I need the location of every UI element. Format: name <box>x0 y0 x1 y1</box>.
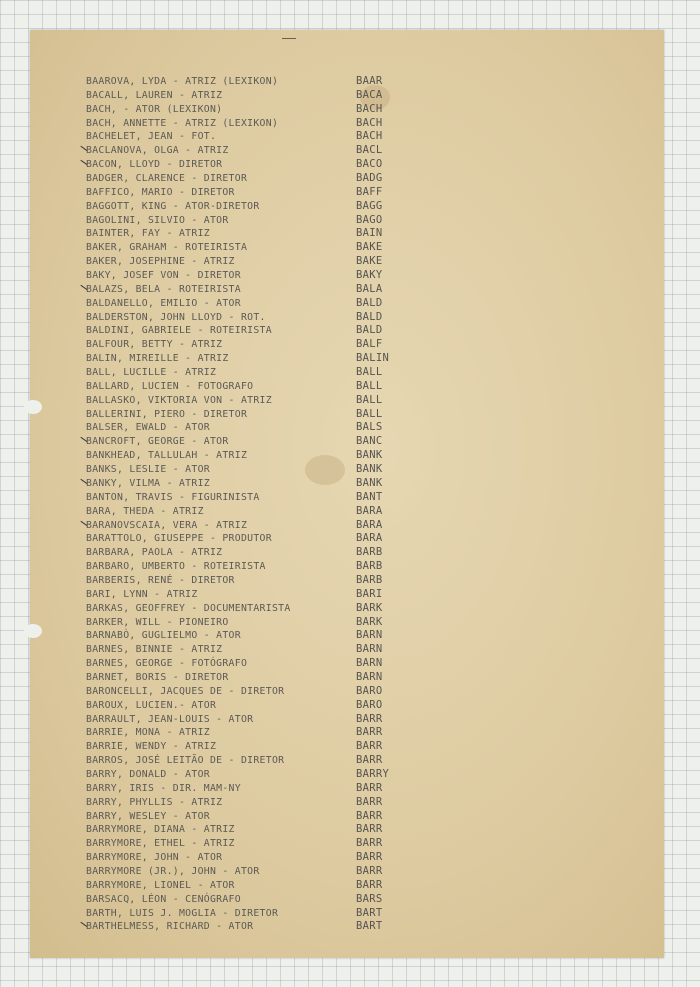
index-row <box>86 657 646 671</box>
entry-name: BARI, LYNN - ATRIZ <box>86 588 198 600</box>
entry-name: BALDERSTON, JOHN LLOYD - ROT. <box>86 311 266 323</box>
index-row <box>86 158 646 172</box>
entry-name: BACH, ANNETTE - ATRIZ (LEXIKON) <box>86 117 279 129</box>
entry-code: BANC <box>356 435 383 448</box>
entry-name: BARRYMORE, DIANA - ATRIZ <box>86 824 235 836</box>
entry-code: BACH <box>356 130 383 143</box>
entry-name: BARRIE, MONA - ATRIZ <box>86 727 210 739</box>
entry-code: BARN <box>356 670 383 683</box>
entry-code: BADG <box>356 172 383 185</box>
punch-hole-lower <box>24 624 42 638</box>
entry-code: BALD <box>356 310 383 323</box>
entry-name: BAKY, JOSEF VON - DIRETOR <box>86 270 241 282</box>
entry-name: BAGOLINI, SILVIO - ATOR <box>86 214 229 226</box>
entry-name: BARBARA, PAOLA - ATRIZ <box>86 547 223 559</box>
index-row <box>86 574 646 588</box>
index-row <box>86 144 646 158</box>
entry-code: BART <box>356 906 383 919</box>
index-row <box>86 893 646 907</box>
index-row <box>86 394 646 408</box>
index-row <box>86 726 646 740</box>
entry-code: BARN <box>356 643 383 656</box>
entry-code: BANK <box>356 449 383 462</box>
index-row <box>86 103 646 117</box>
entry-name: BALL, LUCILLE - ATRIZ <box>86 367 217 379</box>
entry-code: BALL <box>356 366 383 379</box>
entry-name: BACON, LLOYD - DIRETOR <box>86 159 223 171</box>
index-row <box>86 616 646 630</box>
entry-name: BARRY, WESLEY - ATOR <box>86 810 210 822</box>
entry-name: BARRY, PHYLLIS - ATRIZ <box>86 796 223 808</box>
index-row <box>86 865 646 879</box>
entry-code: BARB <box>356 546 383 559</box>
entry-name: BALDINI, GABRIELE - ROTEIRISTA <box>86 325 272 337</box>
entry-code: BAGO <box>356 213 383 226</box>
entry-name: BARRYMORE, JOHN - ATOR <box>86 852 223 864</box>
index-row <box>86 754 646 768</box>
entry-code: BALL <box>356 379 383 392</box>
entry-name: BACH, - ATOR (LEXIKON) <box>86 103 223 115</box>
index-row <box>86 477 646 491</box>
entry-name: BAAROVA, LYDA - ATRIZ (LEXIKON) <box>86 76 279 87</box>
entry-code: BAKE <box>356 255 383 268</box>
entry-name: BANCROFT, GEORGE - ATOR <box>86 436 229 448</box>
index-row <box>86 491 646 505</box>
entry-code: BAKE <box>356 241 383 254</box>
entry-code: BANK <box>356 476 383 489</box>
entry-name: BARRYMORE (JR.), JOHN - ATOR <box>86 865 260 877</box>
entry-code: BACH <box>356 102 383 115</box>
entry-code: BARR <box>356 726 383 739</box>
entry-code: BARK <box>356 615 383 628</box>
index-row <box>86 532 646 546</box>
index-row <box>86 920 646 934</box>
entry-name: BARRYMORE, LIONEL - ATOR <box>86 879 235 891</box>
index-row <box>86 699 646 713</box>
entry-name: BALSER, EWALD - ATOR <box>86 422 210 434</box>
entry-name: BACLANOVA, OLGA - ATRIZ <box>86 145 229 157</box>
entry-code: BARR <box>356 851 383 864</box>
index-row <box>86 602 646 616</box>
entry-name: BARONCELLI, JACQUES DE - DIRETOR <box>86 685 285 697</box>
entry-name: BALDANELLO, EMILIO - ATOR <box>86 297 241 309</box>
entry-code: BALL <box>356 393 383 406</box>
entry-name: BANKY, VILMA - ATRIZ <box>86 477 210 489</box>
typed-index-sheet <box>30 30 664 958</box>
index-row <box>86 837 646 851</box>
punch-hole-upper <box>24 400 42 414</box>
entry-name: BADGER, CLARENCE - DIRETOR <box>86 173 248 185</box>
entry-code: BARR <box>356 754 383 767</box>
index-row <box>86 200 646 214</box>
entry-name: BARBARO, UMBERTO - ROTEIRISTA <box>86 561 266 573</box>
entry-code: BAIN <box>356 227 383 240</box>
entry-name: BARRY, IRIS - DIR. MAM-NY <box>86 782 241 794</box>
entry-name: BARRIE, WENDY - ATRIZ <box>86 741 217 753</box>
index-row <box>86 629 646 643</box>
index-row <box>86 449 646 463</box>
index-row <box>86 796 646 810</box>
entry-code: BARI <box>356 587 383 600</box>
entry-name: BARATTOLO, GIUSEPPE - PRODUTOR <box>86 533 272 545</box>
entry-code: BARA <box>356 518 383 531</box>
entry-code: BANK <box>356 463 383 476</box>
index-row <box>86 851 646 865</box>
index-row <box>86 283 646 297</box>
entry-code: BARA <box>356 504 383 517</box>
index-row <box>86 186 646 200</box>
entry-code: BACL <box>356 144 383 157</box>
index-row <box>86 685 646 699</box>
entry-code: BARR <box>356 781 383 794</box>
entry-name: BALIN, MIREILLE - ATRIZ <box>86 353 229 365</box>
entry-name: BALAZS, BELA - ROTEIRISTA <box>86 283 241 295</box>
entry-name: BALLERINI, PIERO - DIRETOR <box>86 408 248 420</box>
entry-code: BAGG <box>356 199 383 212</box>
entry-code: BALA <box>356 282 383 295</box>
index-row <box>86 519 646 533</box>
index-row <box>86 255 646 269</box>
entry-name: BALLARD, LUCIEN - FOTOGRAFO <box>86 380 254 392</box>
entry-name: BAKER, GRAHAM - ROTEIRISTA <box>86 242 248 254</box>
index-row <box>86 117 646 131</box>
entry-name: BAGGOTT, KING - ATOR-DIRETOR <box>86 200 260 212</box>
entry-code: BACA <box>356 88 383 101</box>
entry-code: BAAR <box>356 75 383 87</box>
entry-name: BARSACQ, LÉON - CENÓGRAFO <box>86 893 241 905</box>
entry-code: BALL <box>356 407 383 420</box>
index-row <box>86 352 646 366</box>
index-row <box>86 324 646 338</box>
entry-name: BARKER, WILL - PIONEIRO <box>86 616 229 628</box>
index-row <box>86 768 646 782</box>
entry-name: BANKS, LESLIE - ATOR <box>86 464 210 476</box>
index-row <box>86 269 646 283</box>
entry-code: BARN <box>356 657 383 670</box>
entry-name: BARNES, GEORGE - FOTÓGRAFO <box>86 658 248 670</box>
entry-code: BACO <box>356 158 383 171</box>
index-row <box>86 560 646 574</box>
index-row <box>86 435 646 449</box>
entry-code: BALIN <box>356 352 390 365</box>
entry-name: BARBERIS, RENÉ - DIRETOR <box>86 574 235 586</box>
index-row <box>86 89 646 103</box>
index-row <box>86 297 646 311</box>
index-row <box>86 75 646 89</box>
entry-name: BAINTER, FAY - ATRIZ <box>86 228 210 240</box>
entry-code: BARR <box>356 823 383 836</box>
index-row <box>86 338 646 352</box>
entry-code: BALS <box>356 421 383 434</box>
entry-name: BARKAS, GEOFFREY - DOCUMENTARISTA <box>86 602 291 614</box>
entry-name: BARNABÒ, GUGLIELMO - ATOR <box>86 630 241 642</box>
index-row <box>86 408 646 422</box>
index-row <box>86 823 646 837</box>
entry-name: BARANOVSCAIA, VERA - ATRIZ <box>86 519 248 531</box>
entry-code: BARA <box>356 532 383 545</box>
entry-code: BAFF <box>356 185 383 198</box>
entry-name: BARNES, BINNIE - ATRIZ <box>86 644 223 656</box>
entry-code: BARR <box>356 795 383 808</box>
entry-code: BARO <box>356 684 383 697</box>
index-row <box>86 463 646 477</box>
index-row <box>86 546 646 560</box>
index-row <box>86 241 646 255</box>
entry-name: BARRYMORE, ETHEL - ATRIZ <box>86 838 235 850</box>
index-row <box>86 214 646 228</box>
entry-code: BALD <box>356 324 383 337</box>
index-row <box>86 311 646 325</box>
entry-name: BANTON, TRAVIS - FIGURINISTA <box>86 491 260 503</box>
index-row <box>86 879 646 893</box>
entry-name: BARROS, JOSÉ LEITÃO DE - DIRETOR <box>86 755 285 767</box>
entry-name: BARRY, DONALD - ATOR <box>86 768 210 780</box>
entry-code: BARR <box>356 740 383 753</box>
entry-name: BARA, THEDA - ATRIZ <box>86 505 204 517</box>
index-row <box>86 380 646 394</box>
entry-code: BARK <box>356 601 383 614</box>
entry-code: BARB <box>356 573 383 586</box>
entry-code: BARRY <box>356 767 390 780</box>
entry-code: BARR <box>356 837 383 850</box>
index-row <box>86 172 646 186</box>
index-row <box>86 740 646 754</box>
entry-code: BALD <box>356 296 383 309</box>
entry-name: BARTHELMESS, RICHARD - ATOR <box>86 921 254 933</box>
index-row <box>86 810 646 824</box>
index-row <box>86 713 646 727</box>
index-row <box>86 130 646 144</box>
index-entries <box>86 75 646 934</box>
index-row <box>86 782 646 796</box>
entry-name: BARNET, BORIS - DIRETOR <box>86 671 229 683</box>
index-row <box>86 505 646 519</box>
index-row <box>86 366 646 380</box>
entry-name: BACHELET, JEAN - FOT. <box>86 131 217 143</box>
entry-code: BARB <box>356 560 383 573</box>
entry-code: BAKY <box>356 269 383 282</box>
entry-name: BANKHEAD, TALLULAH - ATRIZ <box>86 450 248 462</box>
index-row <box>86 907 646 921</box>
index-row <box>86 421 646 435</box>
index-row <box>86 227 646 241</box>
entry-code: BALF <box>356 338 383 351</box>
entry-code: BARR <box>356 878 383 891</box>
entry-code: BART <box>356 920 383 933</box>
entry-name: BAFFICO, MARIO - DIRETOR <box>86 186 235 198</box>
entry-name: BAKER, JOSEPHINE - ATRIZ <box>86 256 235 268</box>
index-row <box>86 588 646 602</box>
entry-name: BALLASKO, VIKTORIA VON - ATRIZ <box>86 394 272 406</box>
entry-name: BACALL, LAUREN - ATRIZ <box>86 89 223 101</box>
entry-name: BARRAULT, JEAN-LOUIS - ATOR <box>86 713 254 725</box>
top-dash-mark <box>282 38 296 39</box>
entry-code: BARR <box>356 712 383 725</box>
entry-code: BARR <box>356 864 383 877</box>
entry-code: BARN <box>356 629 383 642</box>
entry-code: BACH <box>356 116 383 129</box>
entry-code: BARO <box>356 698 383 711</box>
index-row <box>86 643 646 657</box>
entry-code: BANT <box>356 490 383 503</box>
index-row <box>86 671 646 685</box>
entry-code: BARS <box>356 892 383 905</box>
entry-code: BARR <box>356 809 383 822</box>
entry-name: BAROUX, LUCIEN.- ATOR <box>86 699 217 711</box>
entry-name: BALFOUR, BETTY - ATRIZ <box>86 339 223 351</box>
entry-name: BARTH, LUIS J. MOGLIA - DIRETOR <box>86 907 279 919</box>
